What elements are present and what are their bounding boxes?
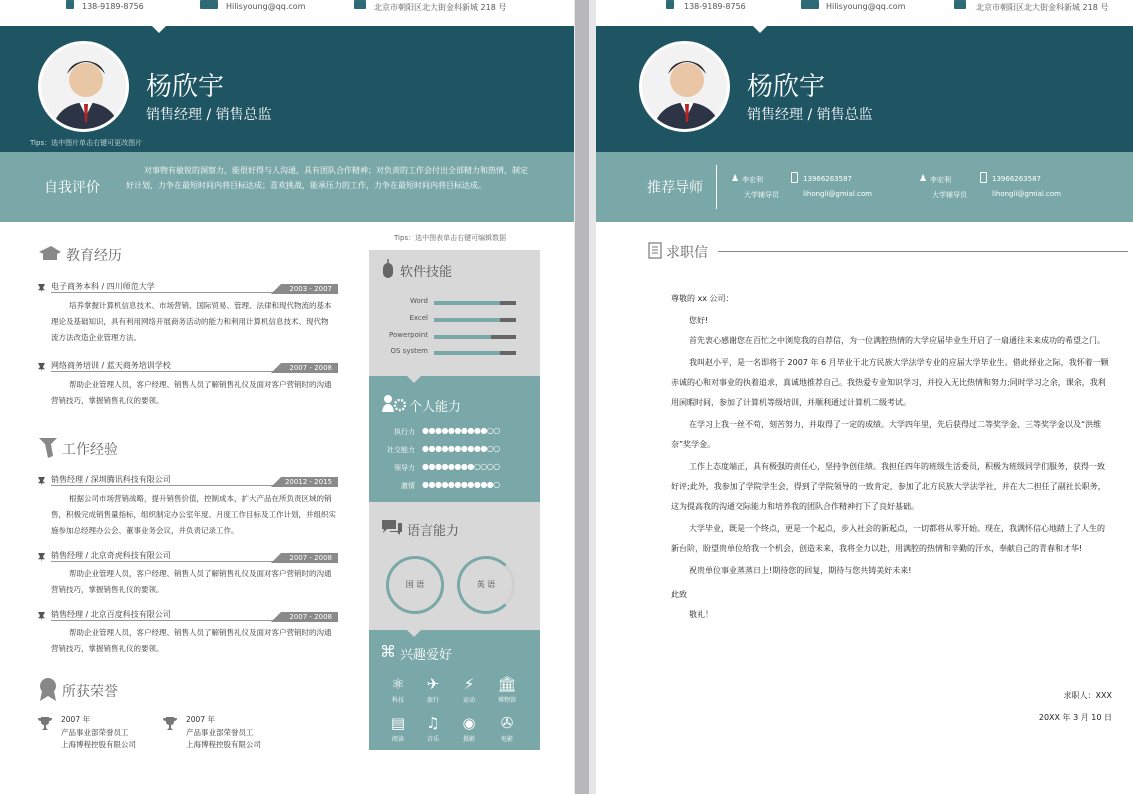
profile-name: 杨欣宇 bbox=[747, 72, 826, 102]
hobby-label: 摄影 bbox=[462, 736, 475, 743]
letter-salute: 敬礼！ bbox=[689, 610, 713, 619]
letter-date: 20XX 年 3 月 10 日 bbox=[1038, 713, 1112, 722]
self-eval-label: 自我评价 bbox=[44, 180, 100, 196]
headphones-icon: ♫ bbox=[426, 714, 440, 732]
work-item-desc: 帮助企业管理人员，客户经理、销售人员了解销售礼仪及面对客户营销时的沟通营销技巧，掌握销售礼仪的要领。 bbox=[51, 569, 332, 594]
ability-dots: ●●●●●●●●●●●○ bbox=[422, 480, 500, 489]
phone-icon bbox=[666, 0, 674, 9]
work-item-title: 销售经理 / 北京奇虎科技有限公司 bbox=[51, 550, 281, 562]
page-gutter bbox=[574, 0, 596, 794]
letter-greeting: 尊敬的 xx 公司： bbox=[671, 294, 734, 303]
skill-fill bbox=[434, 301, 500, 305]
avatar[interactable] bbox=[639, 41, 730, 132]
band-divider bbox=[716, 165, 717, 209]
email-icon bbox=[200, 0, 218, 9]
home-icon bbox=[954, 0, 966, 9]
hobby-label: 旅行 bbox=[426, 697, 439, 704]
person-icon: ♟ bbox=[919, 174, 928, 184]
hobby-item bbox=[452, 673, 486, 704]
edu-item-date: 2003 - 2007 bbox=[281, 284, 338, 294]
work-item-desc: 帮助企业管理人员，客户经理、销售人员了解销售礼仪及面对客户营销时的沟通营销技巧，掌握销售礼仪的要领。 bbox=[51, 628, 332, 653]
ability-label: 激情 bbox=[401, 482, 415, 490]
mobile-icon bbox=[980, 172, 987, 183]
education-heading: 教育经历 bbox=[66, 248, 122, 264]
ability-dots: ●●●●●●●●○○○○ bbox=[422, 462, 500, 471]
contact-email: Hilisyoung@qq.com bbox=[226, 2, 306, 11]
skill-bar bbox=[434, 351, 516, 355]
hobby-label: 博物馆 bbox=[497, 697, 516, 704]
letter-paragraph: 首先衷心感谢您在百忙之中浏览我的自荐信，为一位满腔热情的大学应届毕业生开启了一扇通往未来成功的希望之门。 bbox=[689, 336, 1105, 345]
document-icon bbox=[648, 242, 662, 259]
profile-name: 杨欣宇 bbox=[146, 72, 225, 102]
edu-item-desc: 帮助企业管理人员，客户经理、销售人员了解销售礼仪及面对客户营销时的沟通营销技巧，掌握销售礼仪的要领。 bbox=[51, 380, 332, 405]
pin-icon bbox=[38, 284, 45, 293]
mouse-icon bbox=[382, 259, 394, 279]
phone-icon bbox=[66, 0, 74, 9]
run-icon: ⚡ bbox=[463, 675, 475, 693]
skill-fill bbox=[434, 351, 500, 355]
contact-bar bbox=[596, 0, 1133, 26]
plane-icon: ✈ bbox=[426, 675, 440, 693]
hobby-item bbox=[381, 712, 415, 743]
profile-title: 销售经理 / 销售总监 bbox=[747, 107, 873, 123]
honor-org: 上海博程控股有限公司 bbox=[61, 740, 136, 749]
photo-tip: Tips：选中图片单击右键可更改图片 bbox=[30, 139, 143, 147]
mentor-name: 李宏利 bbox=[742, 176, 763, 184]
skill-label: Excel bbox=[409, 314, 428, 322]
header-notch bbox=[753, 26, 767, 33]
software-heading: 软件技能 bbox=[400, 265, 453, 280]
book-icon: ▤ bbox=[390, 714, 406, 732]
header-notch bbox=[152, 26, 166, 33]
skill-bar bbox=[434, 335, 516, 339]
panel-notch bbox=[407, 376, 421, 383]
honors-heading: 所获荣誉 bbox=[62, 684, 118, 700]
cover-letter-heading: 求职信 bbox=[666, 245, 708, 261]
hobby-item bbox=[490, 712, 524, 743]
hobby-item bbox=[416, 673, 450, 704]
mentor-email: lihongli@gmial.com bbox=[803, 190, 872, 198]
honor-award: 产品事业部荣誉员工 bbox=[186, 728, 254, 737]
contact-phone: 138-9189-8756 bbox=[82, 2, 144, 11]
skills-sidebar bbox=[369, 250, 540, 750]
mentor-phone: 13966263587 bbox=[803, 175, 852, 183]
skill-fill bbox=[434, 335, 491, 339]
work-item-date: 2007 - 2008 bbox=[281, 612, 338, 622]
mentor-role: 大学辅导员 bbox=[932, 191, 967, 199]
people-gear-icon bbox=[382, 394, 406, 412]
camera-icon: ◉ bbox=[462, 714, 476, 732]
ability-label: 领导力 bbox=[394, 464, 415, 472]
profile-title: 销售经理 / 销售总监 bbox=[146, 107, 272, 123]
chat-icon bbox=[382, 520, 402, 536]
skill-label: Word bbox=[410, 297, 428, 305]
pin-icon bbox=[38, 363, 45, 372]
ability-label: 社交能力 bbox=[387, 446, 415, 454]
hobby-label: 阅读 bbox=[391, 736, 404, 743]
hobby-item bbox=[381, 673, 415, 704]
self-eval-text: 对事物有敏锐的洞察力，能很好得与人沟通，具有团队合作精神；对负责的工作会付出全部精力和热情，制定好计划，力争在最短时间内将目标达成；喜欢挑战，能承压力的工作，力争在最短时间内将目标达成。 bbox=[126, 166, 528, 190]
skill-label: OS system bbox=[390, 347, 428, 355]
work-item-title: 销售经理 / 深圳腾讯科技有限公司 bbox=[51, 474, 281, 486]
edu-item-title: 电子商务本科 / 四川师范大学 bbox=[51, 281, 281, 293]
hobbies-heading: 兴趣爱好 bbox=[400, 648, 453, 663]
graduation-cap-icon bbox=[37, 244, 61, 262]
pin-icon bbox=[38, 553, 45, 562]
hobby-label: 科技 bbox=[391, 697, 404, 704]
hobby-label: 运动 bbox=[462, 697, 475, 704]
mentor-label: 推荐导师 bbox=[647, 180, 703, 196]
person-icon: ♟ bbox=[731, 174, 740, 184]
mentor-name: 李宏利 bbox=[930, 176, 951, 184]
mentor-phone: 13966263587 bbox=[992, 175, 1041, 183]
letter-body bbox=[671, 289, 1111, 625]
home-icon bbox=[354, 0, 366, 9]
heading-rule bbox=[718, 251, 1128, 252]
honor-award: 产品事业部荣誉员工 bbox=[61, 728, 129, 737]
edu-item-title: 网络商务培训 / 蓝天商务培训学校 bbox=[51, 360, 281, 372]
honor-year: 2007 年 bbox=[186, 715, 215, 724]
trophy-icon bbox=[163, 716, 177, 730]
skill-bar bbox=[434, 318, 516, 322]
honor-org: 上海博程控股有限公司 bbox=[186, 740, 261, 749]
hobby-label: 电影 bbox=[500, 736, 513, 743]
command-icon: ⌘ bbox=[380, 642, 396, 661]
abilities-heading: 个人能力 bbox=[409, 400, 462, 415]
work-heading: 工作经验 bbox=[62, 442, 118, 458]
cover-letter-page bbox=[596, 0, 1133, 794]
contact-email: Hilisyoung@qq.com bbox=[826, 2, 906, 11]
atom-icon: ⚛ bbox=[391, 675, 405, 693]
edu-item-desc: 培养掌握计算机信息技术、市场营销、国际贸易、管理、法律和现代物流的基本理论及基础知识，具有利用网络开展商务活动的能力和利用计算机信息技术、现代物 流方法改造企业管理方法。 bbox=[51, 301, 332, 342]
skill-bar bbox=[434, 301, 516, 305]
letter-hello: 您好! bbox=[689, 316, 709, 325]
software-panel bbox=[369, 250, 540, 376]
contact-address: 北京市朝阳区北大街金科新城 218 号 bbox=[374, 3, 507, 12]
letter-signature: 求职人：XXX bbox=[1063, 691, 1112, 700]
medal-icon bbox=[38, 677, 58, 701]
panel-notch bbox=[407, 630, 421, 637]
mentor-role: 大学辅导员 bbox=[744, 191, 779, 199]
mentor-email: lihongli@gmial.com bbox=[992, 190, 1061, 198]
skill-label: Powerpoint bbox=[388, 331, 428, 339]
letter-paragraph: 在学习上我一丝不苟，刻苦努力，并取得了一定的成绩。大学四年里，先后获得过二等奖学金、三等奖学金以及“洪维奈”奖学金。 bbox=[671, 420, 1102, 449]
honor-year: 2007 年 bbox=[61, 715, 90, 724]
scrollbar[interactable] bbox=[575, 0, 589, 794]
work-item-desc: 根据公司市场营销战略，提升销售价值，控制成本，扩大产品在所负责区域的销售，积极完成销售量指标，组织制定办公室年度、月度工作目标及工作计划，并组织实施参加总经理办公会、董事业务会议，并负责记录工作。 bbox=[51, 494, 336, 535]
language-circle: 英 语 bbox=[457, 556, 515, 614]
language-heading: 语言能力 bbox=[407, 524, 460, 539]
work-item-date: 20012 - 2015 bbox=[281, 477, 338, 487]
tie-icon bbox=[37, 436, 59, 458]
film-icon: ✇ bbox=[500, 714, 514, 732]
ability-dots: ●●●●●●●●●●○○ bbox=[422, 444, 500, 453]
ability-label: 执行力 bbox=[394, 428, 415, 436]
edu-item-date: 2007 - 2008 bbox=[281, 363, 338, 373]
hobby-item bbox=[490, 673, 524, 704]
work-item-date: 2007 - 2008 bbox=[281, 553, 338, 563]
language-circle: 国 语 bbox=[386, 556, 444, 614]
letter-paragraph: 大学毕业，既是一个终点，更是一个起点，步入社会的新起点，一切都将从零开始。现在，我满怀信心地踏上了人生的新台阶，盼望贵单位给我一个机会，创造未来，我将全力以赴，用满腔的热情和辛勤的汗水，奉献自己的青春和才华! bbox=[671, 524, 1105, 553]
letter-paragraph: 工作上态度端正，具有极强的责任心，坚持争创佳绩。我担任四年的班级生活委员，积极为班级同学们服务，获得一致好评;此外，我参加了学院学生会，得到了学院领导的一致肯定，参加了北方民族大学法学社，并在大二担任了副社长职务，这为提高我的沟通交际能力和培养我的团队合作精神打下了良好基础。 bbox=[671, 462, 1106, 511]
contact-address: 北京市朝阳区北大街金科新城 218 号 bbox=[976, 3, 1109, 12]
hobby-item bbox=[452, 712, 486, 743]
skill-fill bbox=[434, 318, 500, 322]
trophy-icon bbox=[38, 716, 52, 730]
hobby-label: 音乐 bbox=[426, 736, 439, 743]
contact-phone: 138-9189-8756 bbox=[684, 2, 746, 11]
pin-icon bbox=[38, 612, 45, 621]
hobby-item bbox=[416, 712, 450, 743]
contact-bar bbox=[0, 0, 574, 26]
avatar[interactable] bbox=[38, 41, 129, 132]
email-icon bbox=[801, 0, 819, 9]
chart-tip: Tips：选中图表单击右键可编辑数据 bbox=[394, 234, 507, 242]
museum-icon: 🏛 bbox=[497, 675, 517, 693]
letter-paragraph: 我叫赵小平，是一名即将于 2007 年 6 月毕业于北方民族大学法学专业的应届大学毕业生。借此择业之际，我怀着一颗赤诚的心和对事业的执着追求，真诚地推荐自己。我热爱专业知识学习，并投入无比热情和努力;同时学习之余，课余，我利用闲暇时间，参加了计算机等级培训，并顺利通过计算机二级考试。 bbox=[671, 358, 1109, 407]
pin-icon bbox=[38, 477, 45, 486]
mobile-icon bbox=[791, 172, 798, 183]
letter-paragraph: 祝贵单位事业蒸蒸日上!期待您的回复，期待与您共铸美好未来! bbox=[689, 566, 912, 575]
work-item-title: 销售经理 / 北京百度科技有限公司 bbox=[51, 609, 281, 621]
letter-closing: 此致 bbox=[671, 590, 687, 599]
ability-dots: ●●●●●●●●●●○○ bbox=[422, 426, 500, 435]
